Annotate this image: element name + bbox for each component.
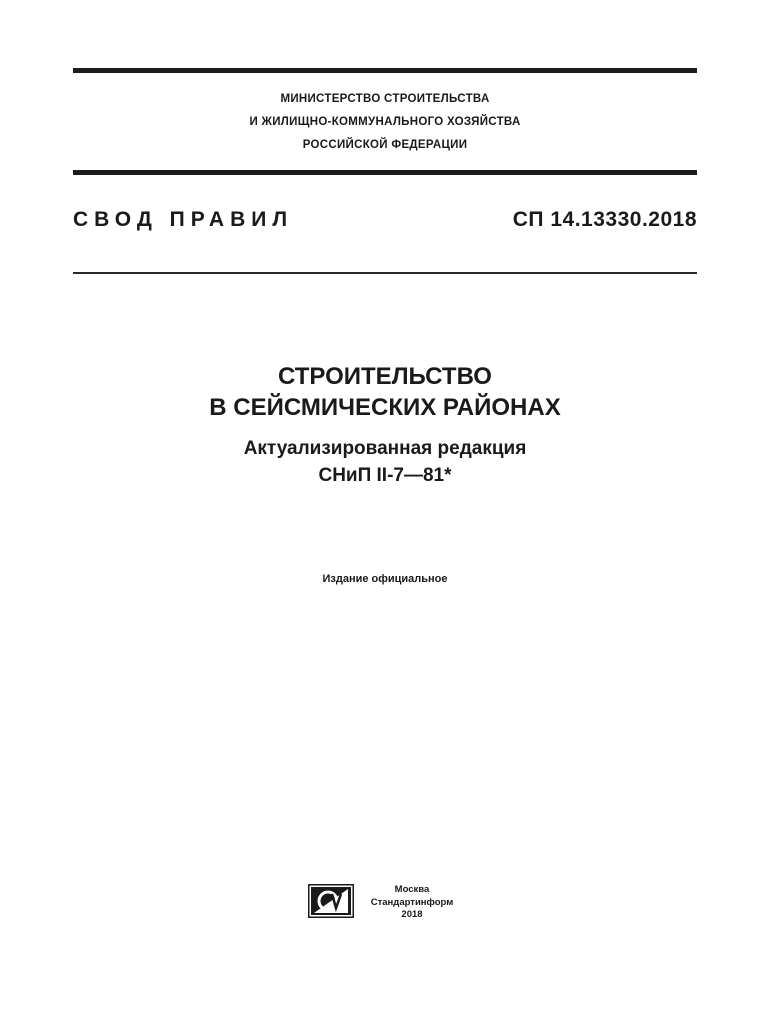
code-number-label: СП 14.13330.2018 [512,208,697,231]
code-underline-rule [73,272,697,274]
edition-label: Издание официальное [322,573,448,585]
ministry-header [73,88,697,157]
publisher-year: 2018 [401,909,423,920]
ministry-line-1: МИНИСТЕРСТВО СТРОИТЕЛЬСТВА [280,93,490,105]
top-rule-upper [73,68,697,73]
publisher-city: Москва [394,884,430,895]
title-line-1: СТРОИТЕЛЬСТВО [278,363,492,390]
title-line-2: В СЕЙСМИЧЕСКИХ РАЙОНАХ [209,394,561,421]
code-type-label: СВОД ПРАВИЛ [73,208,294,231]
subtitle-line-2: СНиП II-7—81* [318,465,452,486]
publisher-name: Стандартинформ [370,896,454,908]
top-rule-lower [73,170,697,175]
ministry-line-3: РОССИЙСКОЙ ФЕДЕРАЦИИ [302,139,468,151]
standartinform-logo-icon [308,884,354,918]
subtitle-line-1: Актуализированная редакция [243,438,527,459]
document-title [73,361,697,423]
ministry-line-2: И ЖИЛИЩНО-КОММУНАЛЬНОГО ХОЗЯЙСТВА [249,116,521,128]
document-subtitle [73,435,697,489]
publisher-info [362,884,462,922]
